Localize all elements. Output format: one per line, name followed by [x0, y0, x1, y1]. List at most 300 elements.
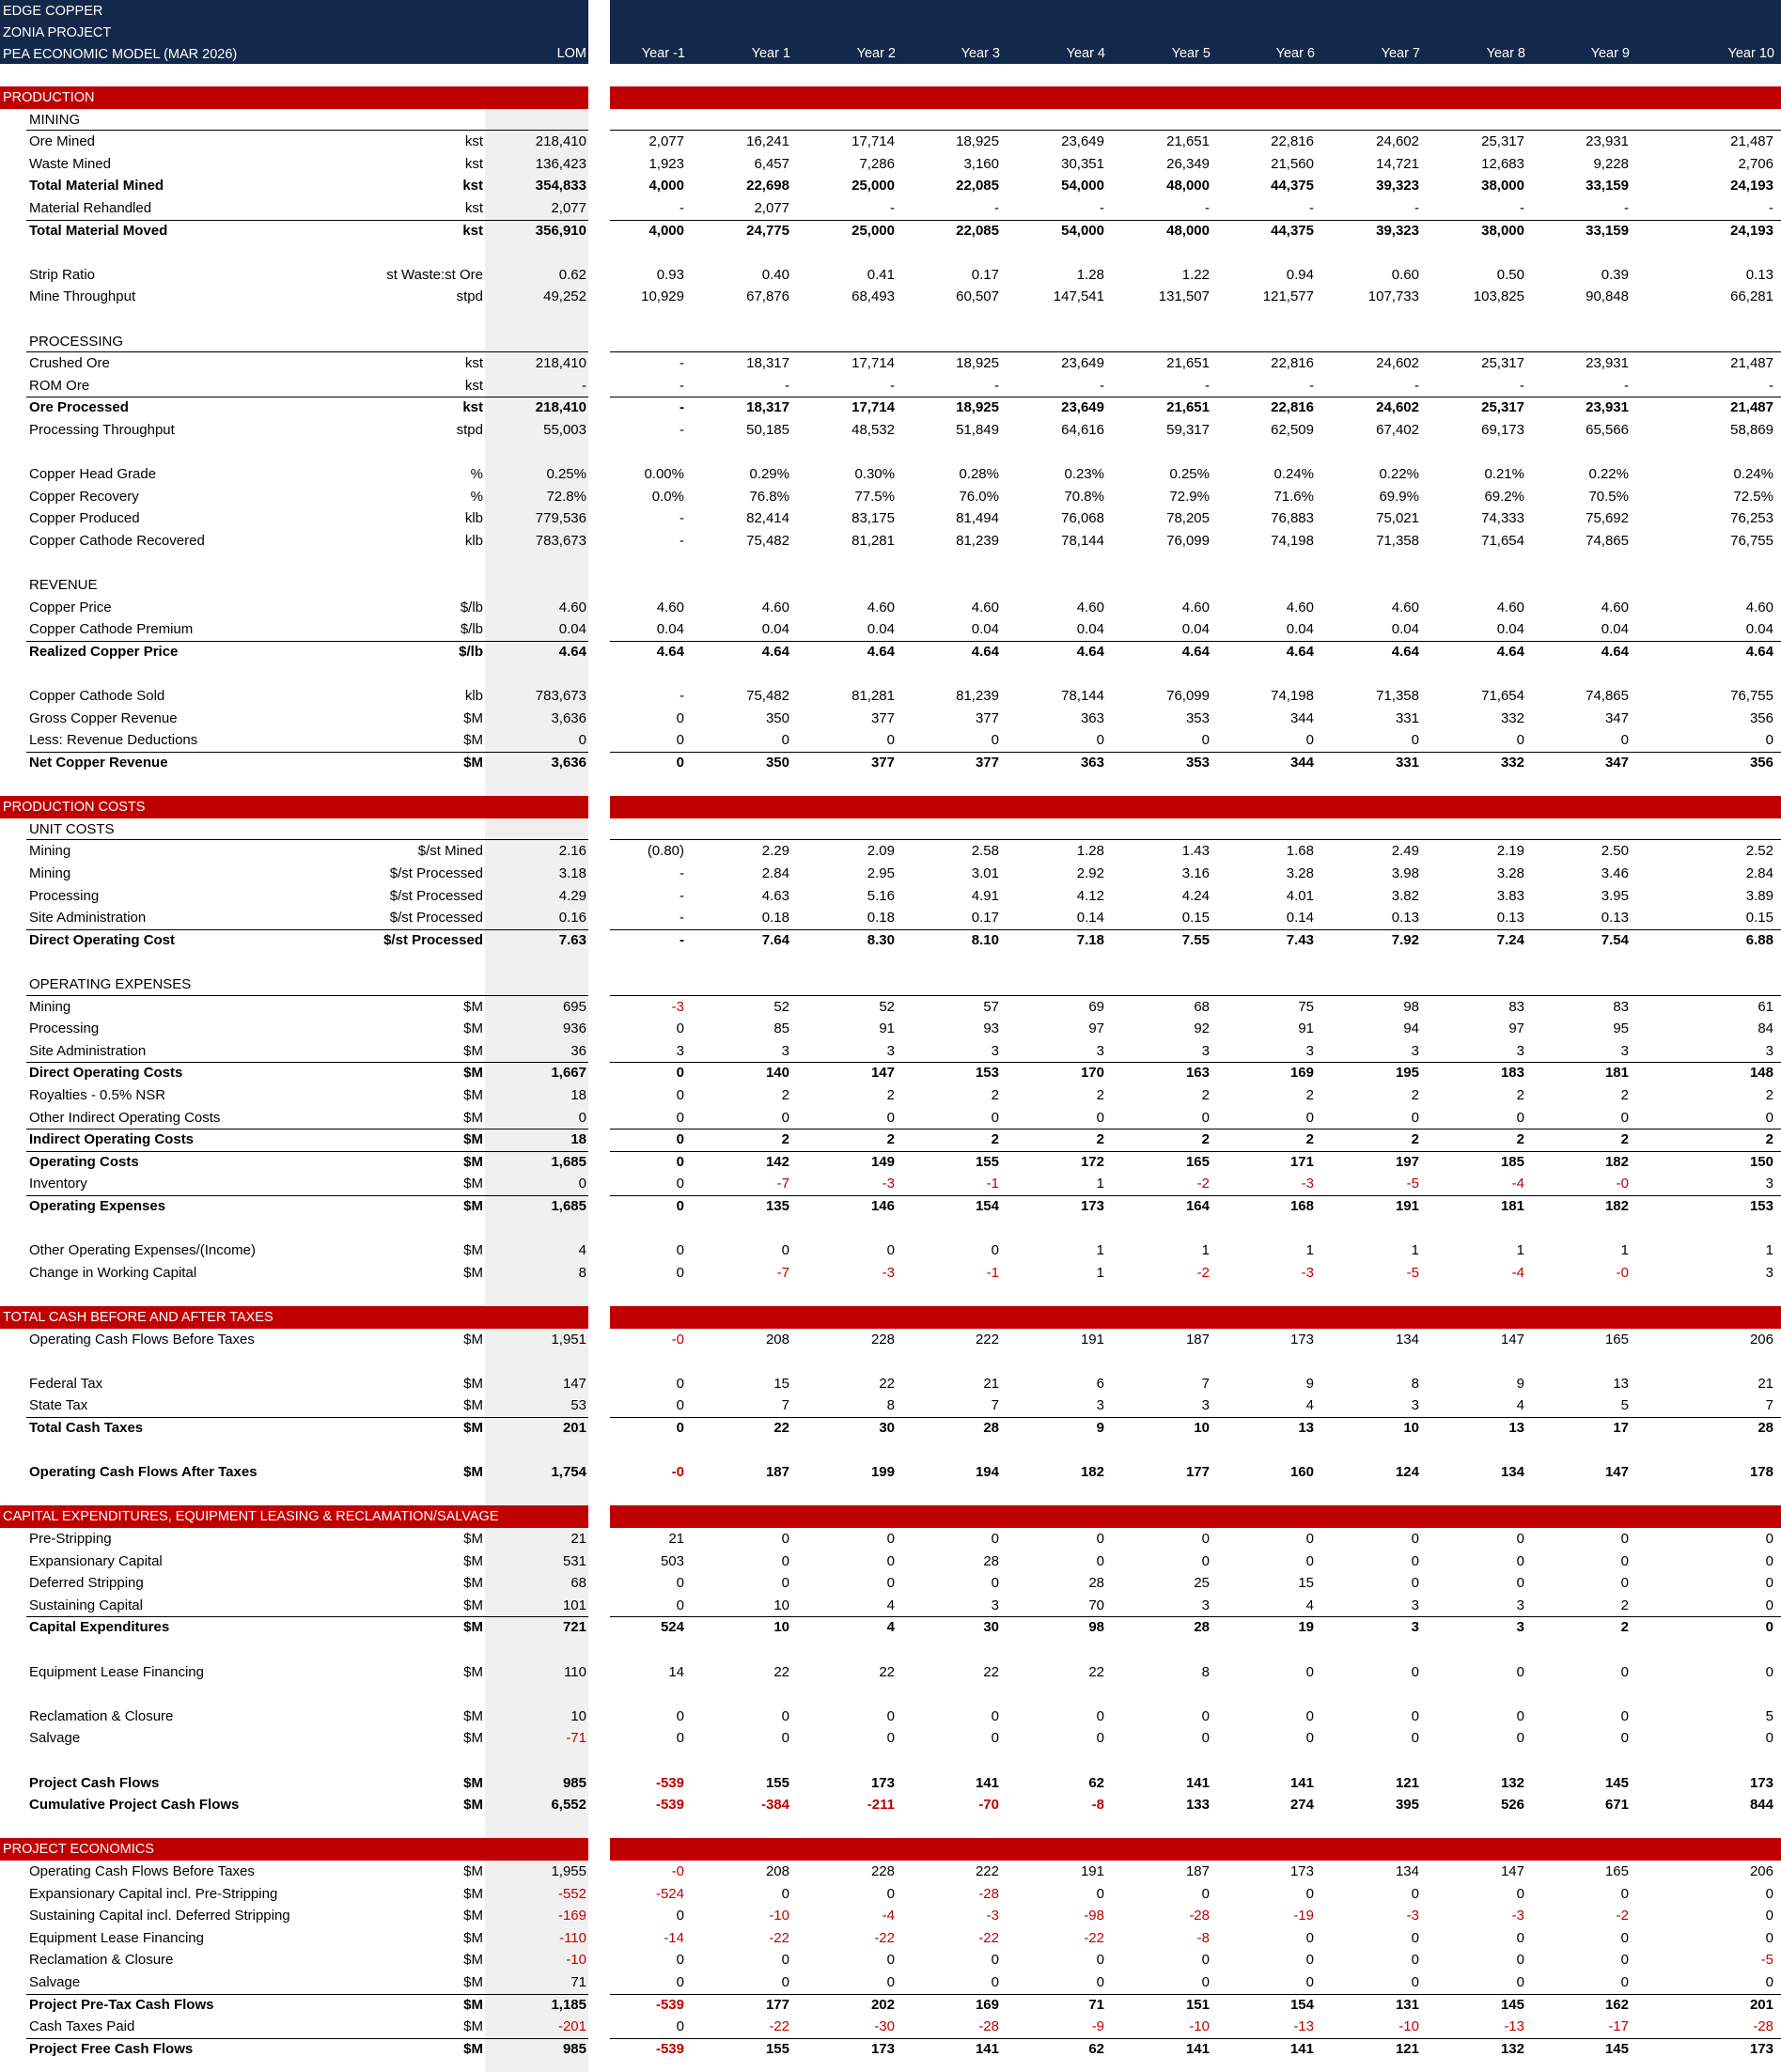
row-label: Mining	[29, 865, 71, 881]
year-value: 7,286	[859, 155, 895, 172]
year-value: 0	[1411, 1552, 1419, 1569]
table-row	[0, 907, 1781, 929]
year-value: 147	[1500, 1331, 1524, 1348]
year-value: 0	[1305, 1730, 1314, 1747]
year-value: 7.24	[1496, 931, 1524, 948]
row-unit: $M	[463, 1552, 483, 1569]
year-value: 0	[676, 1952, 684, 1969]
year-value: 0	[781, 1531, 789, 1547]
year-value: 332	[1500, 709, 1524, 726]
year-value: 69,173	[1481, 422, 1524, 438]
year-value: 7.92	[1391, 931, 1419, 948]
year-value: 13	[1298, 1420, 1314, 1436]
year-value: 0	[1516, 1974, 1524, 1990]
year-value: 3	[991, 1042, 999, 1059]
lom-value: 1,185	[551, 1996, 586, 2013]
row-label: Net Copper Revenue	[29, 755, 168, 771]
table-row	[0, 1461, 1781, 1484]
year-value: 30,351	[1061, 155, 1104, 172]
year-value: 3	[1096, 1397, 1104, 1414]
year-value: 8.30	[867, 931, 895, 948]
year-value: -22	[769, 1929, 789, 1946]
year-header: Year 8	[1486, 46, 1525, 61]
year-value: 7	[781, 1397, 789, 1414]
row-label: State Tax	[29, 1397, 88, 1414]
year-value: 0	[1516, 1552, 1524, 1569]
year-value: -3	[882, 1176, 895, 1192]
year-value: 0	[1411, 1531, 1419, 1547]
row-label: Project Pre-Tax Cash Flows	[29, 1996, 214, 2013]
lom-value: -10	[566, 1952, 586, 1969]
table-row	[0, 1239, 1781, 1262]
year-value: 22,085	[956, 178, 999, 195]
year-value: 3	[1765, 1264, 1773, 1281]
year-value: 0	[1516, 1952, 1524, 1969]
row-unit: $M	[463, 1087, 483, 1103]
year-value: 4,000	[648, 178, 684, 195]
year-value: 22	[773, 1663, 789, 1680]
year-value: 83,175	[851, 510, 895, 527]
year-value: 134	[1395, 1863, 1419, 1879]
year-value: -3	[1511, 1908, 1524, 1924]
year-value: 21,487	[1730, 133, 1773, 150]
row-label: Project Free Cash Flows	[29, 2040, 194, 2057]
year-value: 173	[870, 1774, 895, 1791]
year-value: -539	[655, 1797, 684, 1814]
subsection-label: MINING	[29, 111, 81, 128]
row-label: Federal Tax	[29, 1375, 103, 1392]
row-label: Royalties - 0.5% NSR	[29, 1087, 166, 1103]
year-value: -	[680, 533, 684, 549]
year-value: 0.50	[1496, 266, 1524, 283]
year-value: 0	[1765, 1552, 1773, 1569]
row-unit: $M	[463, 1420, 483, 1436]
year-value: 0.17	[971, 910, 999, 927]
year-value: 5.16	[867, 887, 895, 904]
year-value: 7.54	[1601, 931, 1629, 948]
year-value: 2.19	[1496, 843, 1524, 860]
lom-value: 721	[562, 1619, 586, 1636]
year-value: 0	[676, 1198, 684, 1214]
year-value: 0	[676, 1908, 684, 1924]
year-value: 4,000	[648, 222, 684, 239]
year-value: 7	[1201, 1375, 1210, 1392]
year-value: 0.0%	[651, 488, 684, 505]
year-value: 3	[1096, 1042, 1104, 1059]
year-value: 0.24%	[1733, 466, 1773, 483]
year-value: 69	[1088, 998, 1104, 1015]
year-value: 2	[991, 1087, 999, 1103]
row-label: Inventory	[29, 1176, 87, 1192]
year-value: 0	[1096, 1974, 1104, 1990]
year-value: 3.28	[1496, 865, 1524, 881]
table-row	[0, 840, 1781, 863]
row-label: Copper Produced	[29, 510, 140, 527]
row-label: Other Indirect Operating Costs	[29, 1109, 221, 1126]
year-value: 30	[879, 1420, 895, 1436]
year-value: 0	[1516, 1531, 1524, 1547]
row-unit: kst	[462, 178, 483, 195]
year-value: 3	[1516, 1619, 1524, 1636]
lom-value: 356,910	[535, 222, 586, 239]
year-value: 17,714	[851, 355, 895, 372]
year-value: 21,651	[1166, 399, 1210, 416]
table-row	[0, 729, 1781, 752]
row-label: Copper Price	[29, 599, 112, 615]
year-value: 2	[1305, 1131, 1314, 1148]
year-value: 0	[781, 732, 789, 749]
row-label: Project Cash Flows	[29, 1774, 160, 1791]
year-value: 274	[1289, 1797, 1314, 1814]
year-value: 0.21%	[1484, 466, 1524, 483]
row-label: Operating Costs	[29, 1153, 139, 1170]
year-value: 0.13	[1601, 910, 1629, 927]
table-row	[0, 752, 1781, 774]
year-value: 0	[1765, 1619, 1773, 1636]
report-title-line-1: EDGE COPPER	[3, 4, 103, 19]
lom-value: 21	[570, 1531, 586, 1547]
year-value: 4.12	[1076, 887, 1104, 904]
year-value: 0	[1096, 1109, 1104, 1126]
year-value: -28	[1189, 1908, 1210, 1924]
lom-value: 218,410	[535, 399, 586, 416]
row-label: Mining	[29, 843, 71, 860]
year-value: 3	[676, 1042, 684, 1059]
row-unit: $M	[463, 1531, 483, 1547]
row-unit: %	[470, 466, 483, 483]
table-row	[0, 618, 1781, 641]
year-value: -	[680, 865, 684, 881]
year-value: 24,193	[1730, 222, 1773, 239]
year-value: -19	[1293, 1908, 1314, 1924]
year-value: -0	[671, 1331, 684, 1348]
lom-value: 4.29	[558, 887, 586, 904]
year-value: 61	[1758, 998, 1773, 1015]
year-value: 363	[1080, 709, 1104, 726]
year-value: 3	[1305, 1042, 1314, 1059]
year-value: 0	[1201, 732, 1210, 749]
year-value: 0	[1305, 1974, 1314, 1990]
year-value: 191	[1080, 1863, 1104, 1879]
year-value: 74,198	[1271, 688, 1314, 705]
year-value: 0	[886, 1952, 895, 1969]
table-row	[0, 352, 1781, 375]
year-value: 28	[1088, 1575, 1104, 1592]
year-value: 33,159	[1586, 222, 1629, 239]
year-value: 363	[1080, 755, 1104, 771]
year-value: 4	[886, 1619, 895, 1636]
year-value: 4.60	[867, 599, 895, 615]
row-divider	[610, 1151, 1781, 1152]
lom-value: 3,636	[551, 755, 586, 771]
year-value: -10	[1398, 2018, 1419, 2035]
year-value: 7	[991, 1397, 999, 1414]
year-value: 1	[1096, 1264, 1104, 1281]
row-divider	[26, 929, 588, 930]
year-value: 347	[1604, 755, 1629, 771]
year-value: 9	[1096, 1420, 1104, 1436]
year-value: -30	[874, 2018, 895, 2035]
year-value: 62	[1088, 1774, 1104, 1791]
year-value: -7	[776, 1176, 789, 1192]
row-divider	[26, 641, 588, 642]
year-value: 132	[1500, 2040, 1524, 2057]
lom-value: 1,685	[551, 1153, 586, 1170]
year-value: 71,654	[1481, 533, 1524, 549]
year-value: 0.30%	[854, 466, 895, 483]
year-value: 83	[1613, 998, 1629, 1015]
row-label: Salvage	[29, 1974, 81, 1990]
year-value: 182	[1604, 1153, 1629, 1170]
lom-value: 985	[562, 1774, 586, 1791]
year-value: 4	[886, 1597, 895, 1613]
year-value: 3	[781, 1042, 789, 1059]
year-value: 2	[1096, 1131, 1104, 1148]
row-unit: $M	[463, 1042, 483, 1059]
year-value: 171	[1289, 1153, 1314, 1170]
table-row	[0, 1417, 1781, 1440]
year-value: 526	[1500, 1797, 1524, 1814]
year-value: 147	[870, 1065, 895, 1082]
year-value: 0.41	[867, 266, 895, 283]
year-value: 0	[676, 1065, 684, 1082]
year-value: -	[1100, 200, 1104, 216]
year-value: 350	[765, 755, 789, 771]
year-value: 4.60	[1745, 599, 1773, 615]
year-value: 0	[1765, 1929, 1773, 1946]
row-unit: $M	[463, 1375, 483, 1392]
year-value: -2	[1616, 1908, 1629, 1924]
year-value: -	[680, 422, 684, 438]
year-value: 377	[975, 709, 999, 726]
year-value: 2	[1201, 1087, 1210, 1103]
year-value: -9	[1091, 2018, 1104, 2035]
row-label: Indirect Operating Costs	[29, 1131, 195, 1148]
year-value: 2.84	[1745, 865, 1773, 881]
year-value: 141	[1289, 1774, 1314, 1791]
row-unit: kst	[464, 377, 483, 394]
lom-value: 0.62	[558, 266, 586, 283]
row-label: Expansionary Capital	[29, 1552, 163, 1569]
year-value: 0.00%	[644, 466, 684, 483]
year-value: 3	[1411, 1597, 1419, 1613]
year-value: 191	[1395, 1198, 1419, 1214]
row-unit: kst	[462, 399, 483, 416]
table-row	[0, 1595, 1781, 1617]
row-divider	[610, 2038, 1781, 2039]
year-value: 0.04	[1076, 621, 1104, 638]
year-value: 0.18	[761, 910, 789, 927]
year-value: 10,929	[641, 288, 684, 305]
lom-value: -169	[557, 1908, 586, 1924]
year-value: 22,816	[1271, 355, 1314, 372]
year-value: 2	[1516, 1131, 1524, 1148]
year-value: 4.64	[656, 644, 684, 660]
row-divider	[26, 220, 588, 221]
year-value: 22,816	[1271, 399, 1314, 416]
row-unit: $M	[463, 1242, 483, 1259]
year-value: 0.18	[867, 910, 895, 927]
year-value: 71,358	[1376, 533, 1419, 549]
year-value: 39,323	[1376, 178, 1419, 195]
row-label: Copper Cathode Recovered	[29, 533, 205, 549]
row-unit: $M	[463, 1597, 483, 1613]
year-value: 0	[1765, 1531, 1773, 1547]
section-header	[0, 796, 588, 818]
lom-value: 3,636	[551, 709, 586, 726]
year-value: 9	[1305, 1375, 1314, 1392]
year-value: 1	[1096, 1242, 1104, 1259]
year-value: 3	[1201, 1597, 1210, 1613]
year-value: -5	[1406, 1264, 1419, 1281]
year-value: 0	[1516, 1575, 1524, 1592]
row-unit: $/st Mined	[417, 843, 483, 860]
row-unit: $M	[463, 1464, 483, 1481]
section-band	[610, 86, 1781, 109]
year-value: -3	[1301, 1176, 1314, 1192]
year-value: 3	[1411, 1619, 1419, 1636]
year-value: 0	[886, 1552, 895, 1569]
year-value: 222	[975, 1863, 999, 1879]
year-value: 0	[1411, 1707, 1419, 1724]
year-value: 3	[1201, 1042, 1210, 1059]
row-label: Operating Cash Flows Before Taxes	[29, 1863, 255, 1879]
year-value: -	[1769, 377, 1773, 394]
year-value: 0	[1305, 1552, 1314, 1569]
table-row	[0, 1129, 1781, 1151]
year-value: 0	[1201, 1552, 1210, 1569]
year-value: 145	[1604, 2040, 1629, 2057]
year-value: 17,714	[851, 399, 895, 416]
year-value: 3.16	[1181, 865, 1210, 881]
year-value: 17	[1613, 1420, 1629, 1436]
year-value: 82,414	[746, 510, 789, 527]
row-label: Deferred Stripping	[29, 1575, 144, 1592]
year-value: 8.10	[971, 931, 999, 948]
year-value: 0	[1411, 1575, 1419, 1592]
year-value: 81,281	[851, 688, 895, 705]
year-value: 0	[991, 1707, 999, 1724]
year-value: 52	[879, 998, 895, 1015]
year-value: 4	[1305, 1597, 1314, 1613]
row-divider	[26, 1417, 588, 1418]
row-unit: $M	[463, 1176, 483, 1192]
year-value: -28	[978, 1885, 999, 1902]
year-value: 23,931	[1586, 133, 1629, 150]
year-value: 10	[773, 1597, 789, 1613]
lom-value: 101	[562, 1597, 586, 1613]
year-value: 90,848	[1586, 288, 1629, 305]
year-value: 141	[1185, 1774, 1210, 1791]
lom-value: 0.04	[558, 621, 586, 638]
year-value: 0	[886, 1575, 895, 1592]
year-value: 48,532	[851, 422, 895, 438]
year-value: 0	[886, 1730, 895, 1747]
row-label: Material Rehandled	[29, 200, 152, 216]
year-value: -5	[1406, 1176, 1419, 1192]
row-unit: $M	[463, 1619, 483, 1636]
year-value: 3	[1765, 1042, 1773, 1059]
subsection-label: PROCESSING	[29, 333, 124, 350]
row-label: Gross Copper Revenue	[29, 709, 178, 726]
row-label: Cash Taxes Paid	[29, 2018, 135, 2035]
year-value: 0	[781, 1552, 789, 1569]
section-header	[0, 1838, 588, 1861]
table-row	[0, 1661, 1781, 1684]
year-value: 18,925	[956, 399, 999, 416]
lom-value: 49,252	[543, 288, 586, 305]
year-value: 0	[1096, 1730, 1104, 1747]
year-value: 48,000	[1166, 178, 1210, 195]
year-value: 121,577	[1262, 288, 1314, 305]
row-unit: $/st Processed	[389, 910, 483, 927]
year-value: 97	[1508, 1020, 1524, 1037]
row-label: Capital Expenditures	[29, 1619, 170, 1636]
year-value: 169	[975, 1996, 999, 2013]
year-header: Year -1	[641, 46, 685, 61]
year-value: -3	[1406, 1908, 1419, 1924]
section-title: CAPITAL EXPENDITURES, EQUIPMENT LEASING & RECLAMATION/SALVAGE	[3, 1509, 499, 1525]
year-value: 18,925	[956, 133, 999, 150]
header-years-block	[610, 0, 1781, 64]
year-value: 173	[1289, 1331, 1314, 1348]
year-value: 48,000	[1166, 222, 1210, 239]
row-label: Change in Working Capital	[29, 1264, 197, 1281]
lom-value: 4.64	[558, 644, 586, 660]
year-value: 3.95	[1601, 887, 1629, 904]
year-value: 2.58	[971, 843, 999, 860]
lom-value: -110	[559, 1929, 586, 1946]
table-row	[0, 1173, 1781, 1195]
year-value: 353	[1185, 709, 1210, 726]
year-value: -14	[664, 1929, 684, 1946]
row-divider	[610, 1616, 1781, 1617]
lom-value: 0.25%	[546, 466, 586, 483]
row-label: Realized Copper Price	[29, 644, 179, 660]
year-value: 4.60	[1601, 599, 1629, 615]
row-label: Processing	[29, 1020, 100, 1037]
lom-value: 71	[570, 1974, 586, 1990]
year-value: 0.04	[1181, 621, 1210, 638]
year-value: 2	[886, 1087, 895, 1103]
year-value: 60,507	[956, 288, 999, 305]
year-value: -28	[978, 2018, 999, 2035]
row-label: Equipment Lease Financing	[29, 1663, 204, 1680]
year-value: 7.18	[1076, 931, 1104, 948]
year-value: 121	[1395, 1774, 1419, 1791]
subsection-row	[0, 574, 1781, 597]
table-row	[0, 1727, 1781, 1750]
row-label: Strip Ratio	[29, 266, 96, 283]
year-value: 2	[781, 1131, 789, 1148]
year-value: 3	[991, 1597, 999, 1613]
year-value: 67,402	[1376, 422, 1419, 438]
year-value: 1	[1620, 1242, 1629, 1259]
year-value: 3	[1620, 1042, 1629, 1059]
row-divider	[610, 641, 1781, 642]
year-value: 0	[676, 709, 684, 726]
row-label: Direct Operating Costs	[29, 1065, 183, 1082]
year-value: -	[1309, 200, 1314, 216]
year-value: 103,825	[1473, 288, 1524, 305]
year-value: 162	[1604, 1996, 1629, 2013]
table-row	[0, 486, 1781, 508]
row-unit: $M	[463, 1707, 483, 1724]
year-value: 0	[1620, 1109, 1629, 1126]
lom-value: 1,951	[551, 1331, 586, 1348]
year-value: 164	[1185, 1198, 1210, 1214]
year-value: 77.5%	[854, 488, 895, 505]
